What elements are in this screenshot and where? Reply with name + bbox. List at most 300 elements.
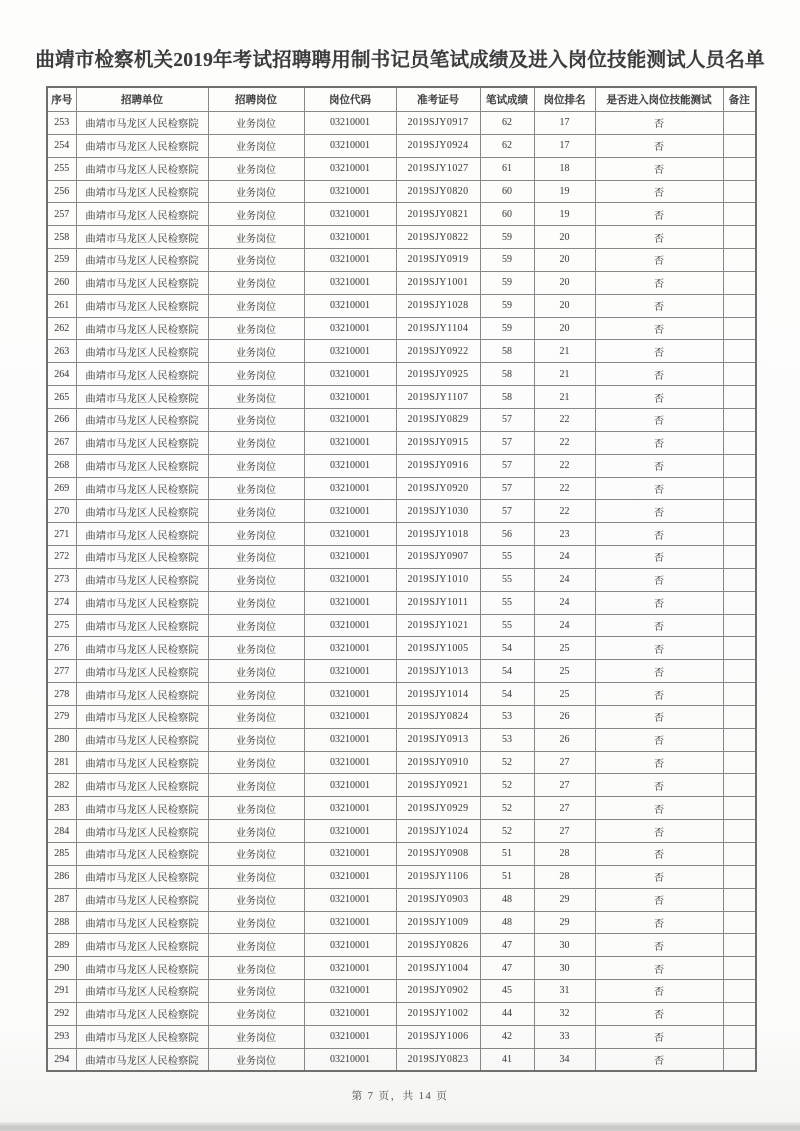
cell-gangwei-daima: 03210001	[304, 546, 396, 569]
cell-bishi-chengji: 54	[480, 683, 534, 706]
cell-gangwei-daima: 03210001	[304, 431, 396, 454]
table-row	[47, 363, 756, 386]
cell-zhaopin-gangwei: 业务岗位	[208, 408, 304, 431]
table-row	[47, 774, 756, 797]
cell-gangwei-daima: 03210001	[304, 888, 396, 911]
cell-zhunkaozhenghao: 2019SJY0925	[396, 363, 480, 386]
table-row	[47, 911, 756, 934]
cell-zhaopin-gangwei: 业务岗位	[208, 591, 304, 614]
cell-xuhao: 258	[47, 226, 76, 249]
cell-zhunkaozhenghao: 2019SJY0929	[396, 797, 480, 820]
cell-zhaopin-gangwei: 业务岗位	[208, 1025, 304, 1048]
cell-beizhu	[723, 271, 756, 294]
cell-zhunkaozhenghao: 2019SJY1005	[396, 637, 480, 660]
cell-zhaopin-danwei: 曲靖市马龙区人民检察院	[76, 660, 208, 683]
table-row	[47, 888, 756, 911]
cell-zhaopin-gangwei: 业务岗位	[208, 500, 304, 523]
cell-gangwei-daima: 03210001	[304, 271, 396, 294]
cell-zhunkaozhenghao: 2019SJY0822	[396, 226, 480, 249]
cell-xuhao: 267	[47, 431, 76, 454]
cell-beizhu	[723, 568, 756, 591]
cell-gangwei-paiming: 20	[534, 226, 595, 249]
cell-gangwei-daima: 03210001	[304, 363, 396, 386]
table-row	[47, 797, 756, 820]
cell-zhunkaozhenghao: 2019SJY1004	[396, 957, 480, 980]
table-row	[47, 477, 756, 500]
cell-zhaopin-danwei: 曲靖市马龙区人民检察院	[76, 546, 208, 569]
cell-zhaopin-danwei: 曲靖市马龙区人民检察院	[76, 180, 208, 203]
cell-zhaopin-danwei: 曲靖市马龙区人民检察院	[76, 934, 208, 957]
cell-xuhao: 274	[47, 591, 76, 614]
cell-bishi-chengji: 47	[480, 957, 534, 980]
cell-gangwei-daima: 03210001	[304, 774, 396, 797]
cell-zhunkaozhenghao: 2019SJY1002	[396, 1002, 480, 1025]
cell-bishi-chengji: 57	[480, 454, 534, 477]
cell-bishi-chengji: 55	[480, 546, 534, 569]
cell-zhaopin-gangwei: 业务岗位	[208, 157, 304, 180]
cell-zhaopin-gangwei: 业务岗位	[208, 477, 304, 500]
cell-zhaopin-gangwei: 业务岗位	[208, 1048, 304, 1071]
cell-zhaopin-gangwei: 业务岗位	[208, 431, 304, 454]
cell-zhunkaozhenghao: 2019SJY1030	[396, 500, 480, 523]
cell-gangwei-paiming: 25	[534, 683, 595, 706]
table-row	[47, 1002, 756, 1025]
cell-zhaopin-gangwei: 业务岗位	[208, 843, 304, 866]
table-row	[47, 271, 756, 294]
table-row	[47, 614, 756, 637]
cell-bishi-chengji: 56	[480, 523, 534, 546]
cell-zhunkaozhenghao: 2019SJY0921	[396, 774, 480, 797]
cell-jinru-jineng-ceshi: 否	[595, 546, 723, 569]
table-row	[47, 249, 756, 272]
cell-xuhao: 256	[47, 180, 76, 203]
cell-gangwei-daima: 03210001	[304, 911, 396, 934]
cell-beizhu	[723, 180, 756, 203]
cell-gangwei-daima: 03210001	[304, 226, 396, 249]
cell-zhunkaozhenghao: 2019SJY1006	[396, 1025, 480, 1048]
cell-gangwei-paiming: 26	[534, 728, 595, 751]
cell-beizhu	[723, 431, 756, 454]
cell-jinru-jineng-ceshi: 否	[595, 1002, 723, 1025]
cell-gangwei-daima: 03210001	[304, 340, 396, 363]
cell-gangwei-daima: 03210001	[304, 408, 396, 431]
cell-beizhu	[723, 888, 756, 911]
table-row	[47, 683, 756, 706]
cell-beizhu	[723, 500, 756, 523]
cell-beizhu	[723, 546, 756, 569]
cell-gangwei-paiming: 27	[534, 797, 595, 820]
table-row	[47, 751, 756, 774]
cell-beizhu	[723, 363, 756, 386]
cell-zhunkaozhenghao: 2019SJY1001	[396, 271, 480, 294]
cell-jinru-jineng-ceshi: 否	[595, 1048, 723, 1071]
cell-gangwei-daima: 03210001	[304, 454, 396, 477]
cell-zhaopin-gangwei: 业务岗位	[208, 271, 304, 294]
cell-xuhao: 253	[47, 112, 76, 135]
cell-zhaopin-danwei: 曲靖市马龙区人民检察院	[76, 728, 208, 751]
cell-beizhu	[723, 1025, 756, 1048]
cell-zhunkaozhenghao: 2019SJY0910	[396, 751, 480, 774]
cell-bishi-chengji: 51	[480, 843, 534, 866]
cell-jinru-jineng-ceshi: 否	[595, 523, 723, 546]
cell-zhunkaozhenghao: 2019SJY0924	[396, 134, 480, 157]
cell-gangwei-paiming: 24	[534, 591, 595, 614]
cell-beizhu	[723, 934, 756, 957]
cell-xuhao: 280	[47, 728, 76, 751]
cell-jinru-jineng-ceshi: 否	[595, 728, 723, 751]
cell-beizhu	[723, 408, 756, 431]
cell-beizhu	[723, 865, 756, 888]
cell-bishi-chengji: 57	[480, 408, 534, 431]
cell-zhaopin-gangwei: 业务岗位	[208, 454, 304, 477]
cell-xuhao: 279	[47, 705, 76, 728]
cell-zhaopin-danwei: 曲靖市马龙区人民检察院	[76, 408, 208, 431]
cell-zhaopin-danwei: 曲靖市马龙区人民检察院	[76, 888, 208, 911]
cell-bishi-chengji: 59	[480, 317, 534, 340]
cell-gangwei-daima: 03210001	[304, 386, 396, 409]
cell-gangwei-paiming: 24	[534, 546, 595, 569]
cell-jinru-jineng-ceshi: 否	[595, 112, 723, 135]
cell-jinru-jineng-ceshi: 否	[595, 820, 723, 843]
cell-zhaopin-danwei: 曲靖市马龙区人民检察院	[76, 363, 208, 386]
cell-xuhao: 265	[47, 386, 76, 409]
cell-beizhu	[723, 454, 756, 477]
cell-jinru-jineng-ceshi: 否	[595, 271, 723, 294]
cell-zhaopin-danwei: 曲靖市马龙区人民检察院	[76, 454, 208, 477]
cell-zhaopin-danwei: 曲靖市马龙区人民检察院	[76, 705, 208, 728]
cell-zhunkaozhenghao: 2019SJY1009	[396, 911, 480, 934]
cell-gangwei-daima: 03210001	[304, 157, 396, 180]
cell-beizhu	[723, 386, 756, 409]
cell-jinru-jineng-ceshi: 否	[595, 660, 723, 683]
cell-beizhu	[723, 797, 756, 820]
table-row	[47, 568, 756, 591]
table-row	[47, 431, 756, 454]
cell-xuhao: 289	[47, 934, 76, 957]
cell-bishi-chengji: 57	[480, 431, 534, 454]
cell-gangwei-paiming: 30	[534, 957, 595, 980]
cell-gangwei-daima: 03210001	[304, 500, 396, 523]
cell-zhaopin-danwei: 曲靖市马龙区人民检察院	[76, 1002, 208, 1025]
cell-gangwei-daima: 03210001	[304, 934, 396, 957]
table-row	[47, 134, 756, 157]
cell-jinru-jineng-ceshi: 否	[595, 1025, 723, 1048]
cell-jinru-jineng-ceshi: 否	[595, 705, 723, 728]
cell-jinru-jineng-ceshi: 否	[595, 454, 723, 477]
cell-beizhu	[723, 523, 756, 546]
cell-jinru-jineng-ceshi: 否	[595, 843, 723, 866]
cell-bishi-chengji: 41	[480, 1048, 534, 1071]
cell-zhunkaozhenghao: 2019SJY1014	[396, 683, 480, 706]
cell-zhaopin-danwei: 曲靖市马龙区人民检察院	[76, 568, 208, 591]
column-header-gangwei-daima: 岗位代码	[304, 87, 396, 112]
cell-gangwei-daima: 03210001	[304, 1002, 396, 1025]
table-row	[47, 1025, 756, 1048]
cell-gangwei-paiming: 17	[534, 134, 595, 157]
cell-jinru-jineng-ceshi: 否	[595, 568, 723, 591]
cell-gangwei-paiming: 22	[534, 431, 595, 454]
cell-zhaopin-danwei: 曲靖市马龙区人民检察院	[76, 523, 208, 546]
table-row	[47, 408, 756, 431]
cell-zhunkaozhenghao: 2019SJY1024	[396, 820, 480, 843]
cell-xuhao: 270	[47, 500, 76, 523]
cell-beizhu	[723, 957, 756, 980]
cell-xuhao: 264	[47, 363, 76, 386]
cell-xuhao: 288	[47, 911, 76, 934]
cell-xuhao: 291	[47, 980, 76, 1003]
cell-jinru-jineng-ceshi: 否	[595, 980, 723, 1003]
cell-zhaopin-gangwei: 业务岗位	[208, 317, 304, 340]
cell-gangwei-paiming: 21	[534, 340, 595, 363]
cell-xuhao: 266	[47, 408, 76, 431]
cell-jinru-jineng-ceshi: 否	[595, 797, 723, 820]
cell-jinru-jineng-ceshi: 否	[595, 180, 723, 203]
table-row	[47, 294, 756, 317]
cell-zhunkaozhenghao: 2019SJY0821	[396, 203, 480, 226]
cell-beizhu	[723, 112, 756, 135]
cell-xuhao: 293	[47, 1025, 76, 1048]
cell-zhaopin-danwei: 曲靖市马龙区人民检察院	[76, 957, 208, 980]
cell-bishi-chengji: 59	[480, 294, 534, 317]
results-table	[46, 86, 757, 1072]
cell-jinru-jineng-ceshi: 否	[595, 934, 723, 957]
cell-zhaopin-gangwei: 业务岗位	[208, 751, 304, 774]
cell-beizhu	[723, 980, 756, 1003]
table-row	[47, 203, 756, 226]
cell-zhunkaozhenghao: 2019SJY0826	[396, 934, 480, 957]
cell-bishi-chengji: 42	[480, 1025, 534, 1048]
table-row	[47, 820, 756, 843]
cell-jinru-jineng-ceshi: 否	[595, 363, 723, 386]
cell-bishi-chengji: 48	[480, 911, 534, 934]
cell-zhaopin-danwei: 曲靖市马龙区人民检察院	[76, 477, 208, 500]
cell-xuhao: 263	[47, 340, 76, 363]
cell-bishi-chengji: 52	[480, 751, 534, 774]
cell-zhunkaozhenghao: 2019SJY1011	[396, 591, 480, 614]
table-row	[47, 180, 756, 203]
cell-bishi-chengji: 57	[480, 477, 534, 500]
cell-gangwei-paiming: 28	[534, 865, 595, 888]
cell-xuhao: 269	[47, 477, 76, 500]
cell-zhaopin-gangwei: 业务岗位	[208, 728, 304, 751]
cell-xuhao: 261	[47, 294, 76, 317]
cell-zhunkaozhenghao: 2019SJY1106	[396, 865, 480, 888]
cell-zhaopin-gangwei: 业务岗位	[208, 386, 304, 409]
cell-gangwei-daima: 03210001	[304, 705, 396, 728]
cell-xuhao: 255	[47, 157, 76, 180]
table-row	[47, 226, 756, 249]
cell-beizhu	[723, 134, 756, 157]
cell-bishi-chengji: 44	[480, 1002, 534, 1025]
cell-xuhao: 283	[47, 797, 76, 820]
cell-bishi-chengji: 58	[480, 363, 534, 386]
cell-zhunkaozhenghao: 2019SJY0902	[396, 980, 480, 1003]
cell-gangwei-paiming: 22	[534, 408, 595, 431]
cell-zhaopin-gangwei: 业务岗位	[208, 523, 304, 546]
cell-zhaopin-danwei: 曲靖市马龙区人民检察院	[76, 1048, 208, 1071]
cell-zhaopin-gangwei: 业务岗位	[208, 911, 304, 934]
table-row	[47, 934, 756, 957]
table-row	[47, 843, 756, 866]
cell-zhaopin-gangwei: 业务岗位	[208, 934, 304, 957]
cell-xuhao: 286	[47, 865, 76, 888]
cell-zhaopin-danwei: 曲靖市马龙区人民检察院	[76, 431, 208, 454]
cell-zhaopin-gangwei: 业务岗位	[208, 249, 304, 272]
cell-beizhu	[723, 340, 756, 363]
cell-jinru-jineng-ceshi: 否	[595, 591, 723, 614]
cell-zhunkaozhenghao: 2019SJY0903	[396, 888, 480, 911]
column-header-zhunkaozhenghao: 准考证号	[396, 87, 480, 112]
cell-zhaopin-danwei: 曲靖市马龙区人民检察院	[76, 614, 208, 637]
cell-xuhao: 254	[47, 134, 76, 157]
cell-gangwei-daima: 03210001	[304, 614, 396, 637]
cell-xuhao: 257	[47, 203, 76, 226]
cell-zhunkaozhenghao: 2019SJY1018	[396, 523, 480, 546]
cell-xuhao: 272	[47, 546, 76, 569]
cell-zhaopin-gangwei: 业务岗位	[208, 797, 304, 820]
cell-bishi-chengji: 59	[480, 271, 534, 294]
cell-zhunkaozhenghao: 2019SJY0917	[396, 112, 480, 135]
cell-zhunkaozhenghao: 2019SJY0913	[396, 728, 480, 751]
cell-beizhu	[723, 1002, 756, 1025]
table-row	[47, 980, 756, 1003]
cell-jinru-jineng-ceshi: 否	[595, 294, 723, 317]
column-header-zhaopin-gangwei: 招聘岗位	[208, 87, 304, 112]
cell-jinru-jineng-ceshi: 否	[595, 865, 723, 888]
cell-gangwei-daima: 03210001	[304, 637, 396, 660]
table-row	[47, 454, 756, 477]
table-row	[47, 660, 756, 683]
cell-jinru-jineng-ceshi: 否	[595, 774, 723, 797]
cell-xuhao: 287	[47, 888, 76, 911]
cell-xuhao: 276	[47, 637, 76, 660]
cell-xuhao: 271	[47, 523, 76, 546]
cell-bishi-chengji: 59	[480, 249, 534, 272]
cell-zhaopin-danwei: 曲靖市马龙区人民检察院	[76, 340, 208, 363]
cell-jinru-jineng-ceshi: 否	[595, 911, 723, 934]
cell-gangwei-paiming: 20	[534, 249, 595, 272]
table-row	[47, 317, 756, 340]
cell-gangwei-paiming: 24	[534, 614, 595, 637]
cell-gangwei-daima: 03210001	[304, 180, 396, 203]
cell-bishi-chengji: 47	[480, 934, 534, 957]
cell-xuhao: 277	[47, 660, 76, 683]
cell-jinru-jineng-ceshi: 否	[595, 134, 723, 157]
cell-zhaopin-danwei: 曲靖市马龙区人民检察院	[76, 980, 208, 1003]
cell-zhaopin-danwei: 曲靖市马龙区人民检察院	[76, 843, 208, 866]
cell-jinru-jineng-ceshi: 否	[595, 683, 723, 706]
cell-beizhu	[723, 203, 756, 226]
cell-bishi-chengji: 59	[480, 226, 534, 249]
table-row	[47, 591, 756, 614]
cell-xuhao: 275	[47, 614, 76, 637]
cell-zhaopin-danwei: 曲靖市马龙区人民检察院	[76, 683, 208, 706]
cell-zhunkaozhenghao: 2019SJY0916	[396, 454, 480, 477]
cell-zhaopin-danwei: 曲靖市马龙区人民检察院	[76, 271, 208, 294]
cell-beizhu	[723, 317, 756, 340]
cell-zhunkaozhenghao: 2019SJY0922	[396, 340, 480, 363]
cell-zhaopin-gangwei: 业务岗位	[208, 180, 304, 203]
cell-beizhu	[723, 728, 756, 751]
cell-bishi-chengji: 58	[480, 340, 534, 363]
cell-jinru-jineng-ceshi: 否	[595, 614, 723, 637]
cell-zhaopin-danwei: 曲靖市马龙区人民检察院	[76, 112, 208, 135]
cell-jinru-jineng-ceshi: 否	[595, 157, 723, 180]
table-row	[47, 546, 756, 569]
cell-xuhao: 259	[47, 249, 76, 272]
cell-beizhu	[723, 911, 756, 934]
cell-jinru-jineng-ceshi: 否	[595, 317, 723, 340]
cell-gangwei-paiming: 25	[534, 637, 595, 660]
cell-zhaopin-gangwei: 业务岗位	[208, 865, 304, 888]
cell-jinru-jineng-ceshi: 否	[595, 637, 723, 660]
cell-xuhao: 281	[47, 751, 76, 774]
cell-zhaopin-gangwei: 业务岗位	[208, 112, 304, 135]
cell-zhaopin-gangwei: 业务岗位	[208, 134, 304, 157]
cell-beizhu	[723, 477, 756, 500]
cell-beizhu	[723, 774, 756, 797]
cell-zhaopin-gangwei: 业务岗位	[208, 363, 304, 386]
cell-zhaopin-gangwei: 业务岗位	[208, 660, 304, 683]
cell-gangwei-paiming: 28	[534, 843, 595, 866]
cell-zhunkaozhenghao: 2019SJY1104	[396, 317, 480, 340]
cell-beizhu	[723, 637, 756, 660]
cell-bishi-chengji: 55	[480, 614, 534, 637]
cell-gangwei-paiming: 19	[534, 180, 595, 203]
cell-gangwei-paiming: 22	[534, 454, 595, 477]
cell-bishi-chengji: 62	[480, 134, 534, 157]
table-row	[47, 386, 756, 409]
cell-bishi-chengji: 60	[480, 203, 534, 226]
cell-beizhu	[723, 751, 756, 774]
cell-zhunkaozhenghao: 2019SJY1107	[396, 386, 480, 409]
cell-gangwei-daima: 03210001	[304, 134, 396, 157]
cell-zhaopin-gangwei: 业务岗位	[208, 1002, 304, 1025]
cell-gangwei-paiming: 26	[534, 705, 595, 728]
cell-bishi-chengji: 60	[480, 180, 534, 203]
cell-gangwei-daima: 03210001	[304, 523, 396, 546]
cell-zhaopin-gangwei: 业务岗位	[208, 705, 304, 728]
cell-zhunkaozhenghao: 2019SJY1013	[396, 660, 480, 683]
cell-beizhu	[723, 226, 756, 249]
cell-zhaopin-gangwei: 业务岗位	[208, 888, 304, 911]
cell-gangwei-daima: 03210001	[304, 249, 396, 272]
cell-beizhu	[723, 683, 756, 706]
cell-beizhu	[723, 820, 756, 843]
cell-gangwei-paiming: 25	[534, 660, 595, 683]
cell-gangwei-daima: 03210001	[304, 820, 396, 843]
cell-xuhao: 294	[47, 1048, 76, 1071]
cell-jinru-jineng-ceshi: 否	[595, 249, 723, 272]
cell-zhunkaozhenghao: 2019SJY0919	[396, 249, 480, 272]
cell-jinru-jineng-ceshi: 否	[595, 340, 723, 363]
cell-jinru-jineng-ceshi: 否	[595, 386, 723, 409]
cell-gangwei-paiming: 20	[534, 294, 595, 317]
cell-gangwei-paiming: 22	[534, 500, 595, 523]
cell-zhaopin-gangwei: 业务岗位	[208, 980, 304, 1003]
cell-zhaopin-danwei: 曲靖市马龙区人民检察院	[76, 500, 208, 523]
cell-zhunkaozhenghao: 2019SJY0823	[396, 1048, 480, 1071]
cell-gangwei-daima: 03210001	[304, 317, 396, 340]
cell-gangwei-daima: 03210001	[304, 591, 396, 614]
cell-gangwei-daima: 03210001	[304, 568, 396, 591]
cell-gangwei-daima: 03210001	[304, 1025, 396, 1048]
cell-zhaopin-danwei: 曲靖市马龙区人民检察院	[76, 294, 208, 317]
cell-xuhao: 268	[47, 454, 76, 477]
cell-zhaopin-gangwei: 业务岗位	[208, 683, 304, 706]
cell-gangwei-daima: 03210001	[304, 865, 396, 888]
cell-gangwei-daima: 03210001	[304, 980, 396, 1003]
